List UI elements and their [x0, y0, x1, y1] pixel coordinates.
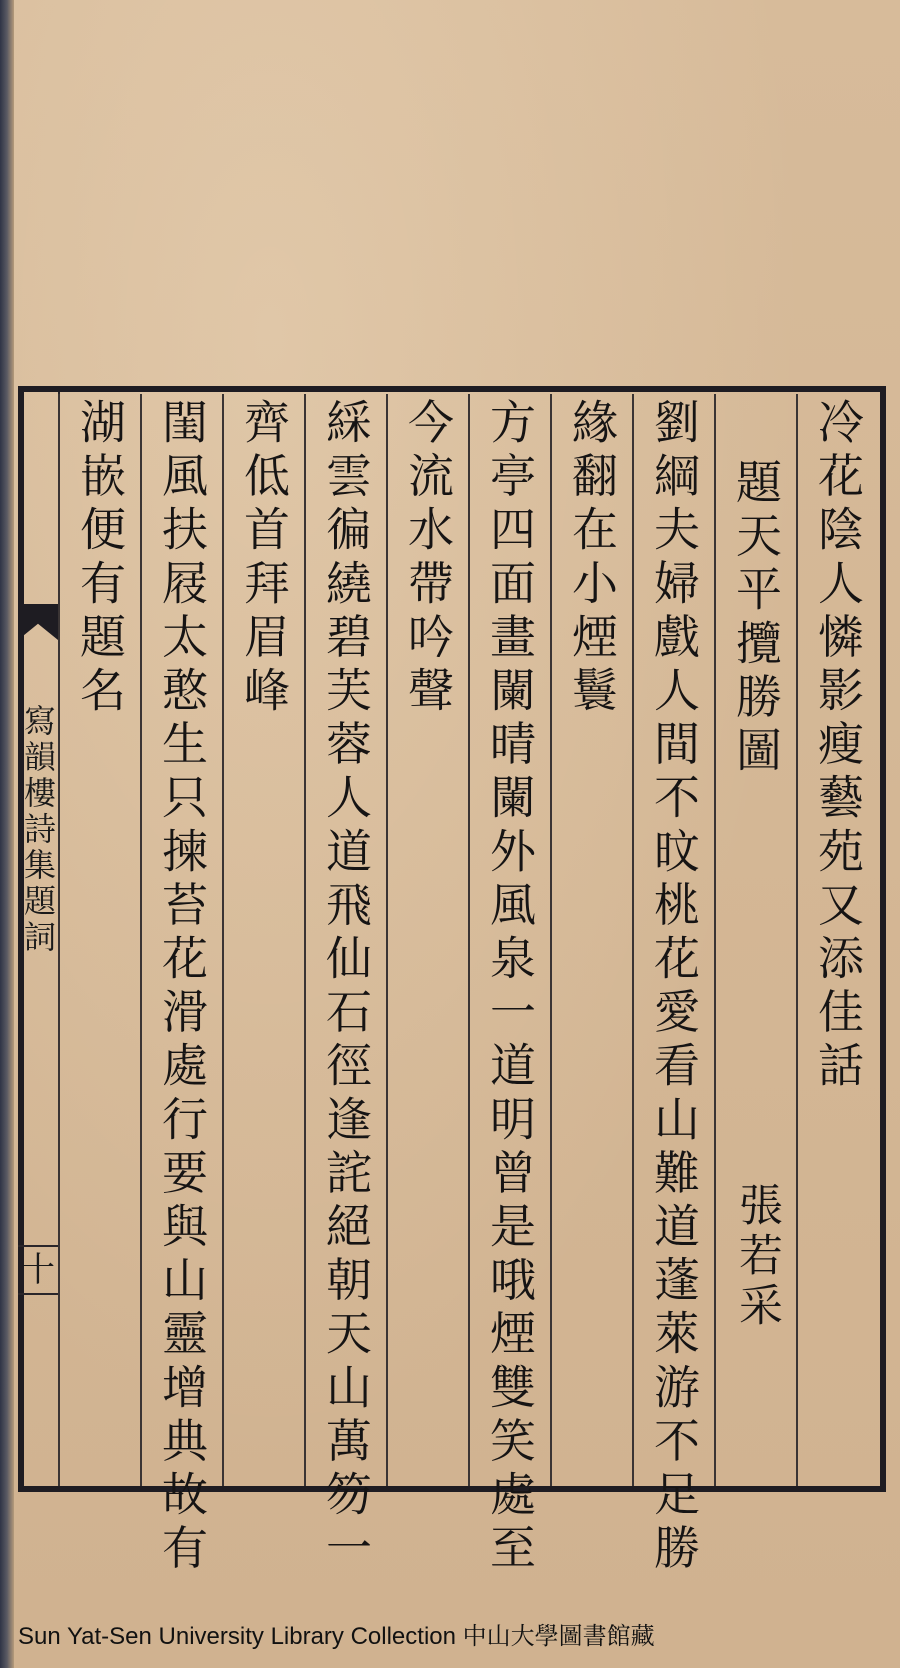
- text-column-3: [632, 394, 714, 1578]
- column-text: 冷花陰人憐影瘦藝苑又添佳話: [811, 398, 865, 1095]
- text-column-10: [58, 394, 140, 1486]
- text-column-2: [714, 394, 796, 1486]
- text-column-8: [222, 394, 304, 1486]
- text-column-5: [468, 394, 550, 1578]
- page-number: 十: [18, 1245, 58, 1295]
- text-column-9: [140, 394, 222, 1578]
- column-text: 齊低首拜眉峰: [237, 398, 291, 720]
- column-text: 緣翻在小煙鬟: [565, 398, 619, 720]
- poem-title: 題天平攬勝圖: [729, 458, 783, 780]
- gutter-title: 寫韻樓詩集題詞: [19, 704, 57, 956]
- book-spine-edge: [0, 0, 14, 1668]
- text-column-7: [304, 394, 386, 1578]
- author-name: 張若采: [731, 1182, 782, 1332]
- text-column-1: [796, 394, 878, 1486]
- column-text: 閨風扶屐太憨生只揀苔花滑處行要與山靈增典故有: [155, 398, 209, 1578]
- column-text: 今流水帶吟聲: [401, 398, 455, 720]
- column-text: 劉綱夫婦戲人間不旼桃花愛看山難道蓬萊游不足勝: [647, 398, 701, 1578]
- library-credit: Sun Yat-Sen University Library Collection 中山大學圖書館藏: [18, 1623, 655, 1650]
- column-text: 方亭四面畫闌晴闌外風泉一道明曾是哦煙雙笑處至: [483, 398, 537, 1578]
- text-column-4: [550, 394, 632, 1486]
- column-text: 綵雲徧繞碧芙蓉人道飛仙石徑逢詫絕朝天山萬笏一: [319, 398, 373, 1578]
- column-text: 湖嵌便有題名: [73, 398, 127, 720]
- text-column-6: [386, 394, 468, 1486]
